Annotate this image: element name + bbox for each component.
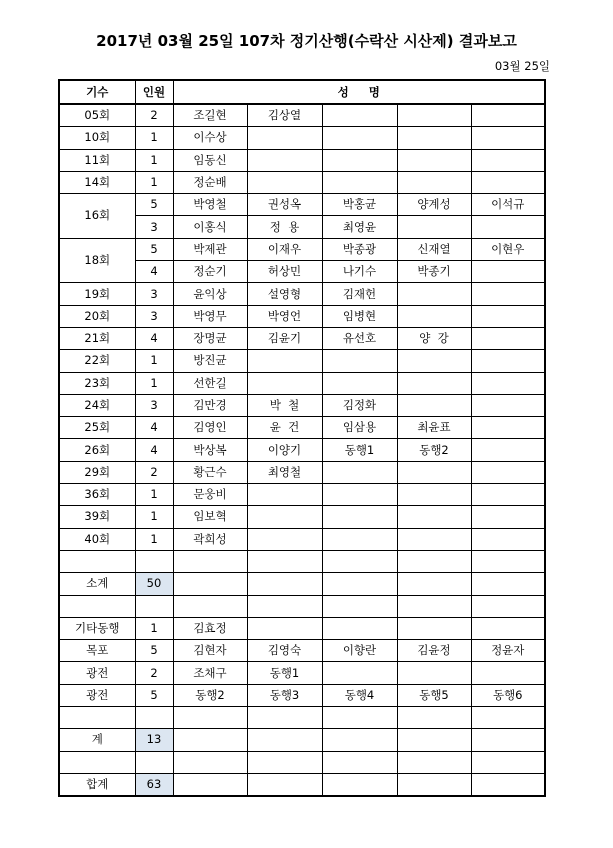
gisu-cell: 11회 bbox=[59, 149, 135, 171]
name-cell bbox=[397, 149, 471, 171]
name-cell bbox=[173, 751, 247, 773]
name-cell: 최영윤 bbox=[322, 216, 397, 238]
table-row bbox=[59, 640, 545, 662]
count-cell: 1 bbox=[135, 528, 173, 550]
name-cell bbox=[173, 729, 247, 751]
gisu-cell: 21회 bbox=[59, 327, 135, 349]
name-cell bbox=[173, 550, 247, 572]
name-cell: 장명균 bbox=[173, 327, 247, 349]
name-cell: 정 용 bbox=[247, 216, 322, 238]
name-cell: 동행1 bbox=[322, 439, 397, 461]
count-cell: 4 bbox=[135, 439, 173, 461]
name-cell: 이재우 bbox=[247, 238, 322, 260]
name-cell bbox=[471, 261, 545, 283]
count-cell bbox=[135, 595, 173, 617]
count-cell bbox=[135, 550, 173, 572]
name-cell bbox=[471, 595, 545, 617]
name-cell: 선한길 bbox=[173, 372, 247, 394]
table-row bbox=[59, 550, 545, 572]
name-cell bbox=[471, 327, 545, 349]
name-cell: 윤 건 bbox=[247, 417, 322, 439]
name-cell bbox=[322, 595, 397, 617]
name-cell bbox=[322, 573, 397, 595]
name-cell bbox=[322, 484, 397, 506]
name-cell: 김영인 bbox=[173, 417, 247, 439]
header-gisu: 기수 bbox=[59, 80, 135, 104]
table-row bbox=[59, 506, 545, 528]
name-cell bbox=[247, 617, 322, 639]
name-cell bbox=[471, 439, 545, 461]
name-cell bbox=[397, 171, 471, 193]
name-cell: 김정화 bbox=[322, 394, 397, 416]
name-cell bbox=[471, 506, 545, 528]
name-cell bbox=[471, 773, 545, 796]
name-cell: 양계성 bbox=[397, 194, 471, 216]
name-cell: 방진균 bbox=[173, 350, 247, 372]
name-cell bbox=[471, 573, 545, 595]
table-row bbox=[59, 417, 545, 439]
gisu-cell: 05회 bbox=[59, 104, 135, 127]
name-cell: 동행2 bbox=[173, 684, 247, 706]
name-cell bbox=[471, 394, 545, 416]
count-cell bbox=[135, 751, 173, 773]
name-cell: 동행6 bbox=[471, 684, 545, 706]
name-cell bbox=[397, 484, 471, 506]
count-cell: 3 bbox=[135, 283, 173, 305]
count-cell: 1 bbox=[135, 506, 173, 528]
name-cell bbox=[247, 506, 322, 528]
name-cell: 박 철 bbox=[247, 394, 322, 416]
table-row bbox=[59, 729, 545, 751]
header-names-label: 성 명 bbox=[337, 84, 380, 99]
name-cell bbox=[247, 773, 322, 796]
name-cell: 곽희성 bbox=[173, 528, 247, 550]
report-date: 03월 25일 bbox=[494, 59, 550, 73]
count-cell: 1 bbox=[135, 617, 173, 639]
name-cell bbox=[322, 350, 397, 372]
name-cell bbox=[247, 372, 322, 394]
name-cell bbox=[397, 729, 471, 751]
table-row bbox=[59, 372, 545, 394]
name-cell bbox=[322, 617, 397, 639]
count-cell: 4 bbox=[135, 261, 173, 283]
name-cell bbox=[322, 707, 397, 729]
name-cell bbox=[471, 350, 545, 372]
name-cell: 동행1 bbox=[247, 662, 322, 684]
name-cell bbox=[322, 773, 397, 796]
gisu-cell: 목포 bbox=[59, 640, 135, 662]
name-cell: 조길현 bbox=[173, 104, 247, 127]
count-cell: 4 bbox=[135, 417, 173, 439]
name-cell: 이양기 bbox=[247, 439, 322, 461]
count-cell: 2 bbox=[135, 461, 173, 483]
table-row bbox=[59, 773, 545, 796]
name-cell: 임보혁 bbox=[173, 506, 247, 528]
name-cell: 조채구 bbox=[173, 662, 247, 684]
name-cell: 이현우 bbox=[471, 238, 545, 260]
name-cell bbox=[247, 484, 322, 506]
name-cell bbox=[173, 773, 247, 796]
name-cell bbox=[322, 751, 397, 773]
header-count: 인원 bbox=[135, 80, 173, 104]
name-cell: 박종기 bbox=[397, 261, 471, 283]
name-cell bbox=[471, 729, 545, 751]
table-row bbox=[59, 305, 545, 327]
table-row bbox=[59, 662, 545, 684]
name-cell bbox=[471, 662, 545, 684]
name-cell: 김윤기 bbox=[247, 327, 322, 349]
name-cell bbox=[397, 595, 471, 617]
header-names bbox=[173, 80, 545, 104]
name-cell: 박홍균 bbox=[322, 194, 397, 216]
name-cell bbox=[173, 595, 247, 617]
table-row bbox=[59, 149, 545, 171]
count-cell: 3 bbox=[135, 305, 173, 327]
name-cell: 허상민 bbox=[247, 261, 322, 283]
name-cell bbox=[471, 149, 545, 171]
name-cell bbox=[471, 171, 545, 193]
name-cell bbox=[471, 707, 545, 729]
name-cell: 윤익상 bbox=[173, 283, 247, 305]
name-cell: 김재헌 bbox=[322, 283, 397, 305]
name-cell: 박종광 bbox=[322, 238, 397, 260]
gisu-cell: 계 bbox=[59, 729, 135, 751]
name-cell bbox=[173, 707, 247, 729]
count-cell: 1 bbox=[135, 350, 173, 372]
table-row bbox=[59, 595, 545, 617]
name-cell bbox=[322, 127, 397, 149]
name-cell: 김만경 bbox=[173, 394, 247, 416]
name-cell bbox=[322, 729, 397, 751]
name-cell: 정순기 bbox=[173, 261, 247, 283]
name-cell bbox=[471, 127, 545, 149]
table-row bbox=[59, 528, 545, 550]
name-cell: 이향란 bbox=[322, 640, 397, 662]
gisu-cell: 23회 bbox=[59, 372, 135, 394]
table-row bbox=[59, 439, 545, 461]
table-row bbox=[59, 171, 545, 193]
gisu-cell bbox=[59, 751, 135, 773]
name-cell bbox=[471, 104, 545, 127]
name-cell bbox=[471, 461, 545, 483]
name-cell bbox=[397, 707, 471, 729]
table-row bbox=[59, 104, 545, 127]
name-cell: 이홍식 bbox=[173, 216, 247, 238]
name-cell bbox=[247, 127, 322, 149]
name-cell bbox=[471, 283, 545, 305]
name-cell: 설영형 bbox=[247, 283, 322, 305]
name-cell: 이석규 bbox=[471, 194, 545, 216]
count-cell: 2 bbox=[135, 104, 173, 127]
name-cell: 동행5 bbox=[397, 684, 471, 706]
name-cell bbox=[322, 528, 397, 550]
name-cell bbox=[397, 528, 471, 550]
name-cell bbox=[247, 350, 322, 372]
name-cell: 김윤정 bbox=[397, 640, 471, 662]
table-row bbox=[59, 283, 545, 305]
attendance-table bbox=[58, 79, 546, 797]
count-cell: 5 bbox=[135, 194, 173, 216]
name-cell: 최영철 bbox=[247, 461, 322, 483]
gisu-cell: 24회 bbox=[59, 394, 135, 416]
name-cell bbox=[471, 617, 545, 639]
count-cell: 13 bbox=[135, 729, 173, 751]
report-title: 2017년 03월 25일 107차 정기산행(수락산 시산제) 결과보고 bbox=[96, 32, 517, 50]
gisu-cell: 29회 bbox=[59, 461, 135, 483]
name-cell: 이수상 bbox=[173, 127, 247, 149]
table-row bbox=[59, 327, 545, 349]
gisu-cell: 26회 bbox=[59, 439, 135, 461]
name-cell: 유선호 bbox=[322, 327, 397, 349]
gisu-cell bbox=[59, 707, 135, 729]
gisu-cell: 36회 bbox=[59, 484, 135, 506]
name-cell bbox=[397, 573, 471, 595]
name-cell bbox=[397, 350, 471, 372]
count-cell: 1 bbox=[135, 127, 173, 149]
name-cell: 권성옥 bbox=[247, 194, 322, 216]
name-cell: 임병현 bbox=[322, 305, 397, 327]
name-cell bbox=[322, 550, 397, 572]
name-cell bbox=[397, 751, 471, 773]
count-cell: 50 bbox=[135, 573, 173, 595]
name-cell bbox=[397, 506, 471, 528]
gisu-cell: 기타동행 bbox=[59, 617, 135, 639]
name-cell bbox=[471, 417, 545, 439]
count-cell: 63 bbox=[135, 773, 173, 796]
table-row bbox=[59, 194, 545, 216]
name-cell bbox=[247, 528, 322, 550]
table-row bbox=[59, 127, 545, 149]
count-cell: 1 bbox=[135, 149, 173, 171]
count-cell: 5 bbox=[135, 640, 173, 662]
count-cell: 3 bbox=[135, 216, 173, 238]
name-cell bbox=[247, 751, 322, 773]
name-cell bbox=[397, 216, 471, 238]
name-cell bbox=[471, 372, 545, 394]
name-cell bbox=[322, 149, 397, 171]
name-cell: 나기수 bbox=[322, 261, 397, 283]
name-cell bbox=[397, 773, 471, 796]
name-cell: 박영무 bbox=[173, 305, 247, 327]
count-cell bbox=[135, 707, 173, 729]
name-cell bbox=[397, 127, 471, 149]
count-cell: 5 bbox=[135, 238, 173, 260]
count-cell: 5 bbox=[135, 684, 173, 706]
name-cell bbox=[322, 104, 397, 127]
count-cell: 2 bbox=[135, 662, 173, 684]
name-cell bbox=[471, 305, 545, 327]
name-cell: 박영철 bbox=[173, 194, 247, 216]
name-cell bbox=[397, 372, 471, 394]
name-cell: 박영언 bbox=[247, 305, 322, 327]
name-cell: 박상복 bbox=[173, 439, 247, 461]
name-cell: 김효정 bbox=[173, 617, 247, 639]
name-cell: 황근수 bbox=[173, 461, 247, 483]
name-cell bbox=[247, 707, 322, 729]
name-cell: 정순배 bbox=[173, 171, 247, 193]
table-row bbox=[59, 684, 545, 706]
gisu-cell bbox=[59, 595, 135, 617]
name-cell bbox=[173, 573, 247, 595]
table-row bbox=[59, 707, 545, 729]
name-cell bbox=[471, 550, 545, 572]
name-cell bbox=[247, 550, 322, 572]
gisu-cell: 18회 bbox=[59, 238, 135, 283]
header-row bbox=[59, 80, 545, 104]
table-row bbox=[59, 617, 545, 639]
name-cell: 최윤표 bbox=[397, 417, 471, 439]
name-cell: 김상열 bbox=[247, 104, 322, 127]
name-cell: 문웅비 bbox=[173, 484, 247, 506]
name-cell: 임동신 bbox=[173, 149, 247, 171]
name-cell bbox=[397, 104, 471, 127]
name-cell: 동행4 bbox=[322, 684, 397, 706]
name-cell bbox=[397, 305, 471, 327]
name-cell bbox=[397, 394, 471, 416]
name-cell bbox=[397, 550, 471, 572]
gisu-cell: 25회 bbox=[59, 417, 135, 439]
gisu-cell: 10회 bbox=[59, 127, 135, 149]
name-cell bbox=[247, 573, 322, 595]
name-cell bbox=[247, 729, 322, 751]
gisu-cell: 14회 bbox=[59, 171, 135, 193]
name-cell bbox=[471, 484, 545, 506]
name-cell: 김현자 bbox=[173, 640, 247, 662]
count-cell: 4 bbox=[135, 327, 173, 349]
gisu-cell: 20회 bbox=[59, 305, 135, 327]
name-cell bbox=[397, 461, 471, 483]
name-cell bbox=[247, 149, 322, 171]
name-cell bbox=[397, 662, 471, 684]
name-cell: 정윤자 bbox=[471, 640, 545, 662]
name-cell: 신재열 bbox=[397, 238, 471, 260]
name-cell: 김영숙 bbox=[247, 640, 322, 662]
name-cell: 박제관 bbox=[173, 238, 247, 260]
name-cell: 동행3 bbox=[247, 684, 322, 706]
name-cell: 임삼용 bbox=[322, 417, 397, 439]
gisu-cell: 19회 bbox=[59, 283, 135, 305]
name-cell bbox=[247, 595, 322, 617]
table-row bbox=[59, 350, 545, 372]
name-cell bbox=[322, 461, 397, 483]
name-cell bbox=[397, 617, 471, 639]
gisu-cell: 합계 bbox=[59, 773, 135, 796]
name-cell bbox=[322, 662, 397, 684]
gisu-cell: 소계 bbox=[59, 573, 135, 595]
gisu-cell: 광전 bbox=[59, 684, 135, 706]
name-cell bbox=[322, 171, 397, 193]
table-row bbox=[59, 484, 545, 506]
gisu-cell bbox=[59, 550, 135, 572]
name-cell bbox=[471, 528, 545, 550]
name-cell bbox=[471, 751, 545, 773]
count-cell: 3 bbox=[135, 394, 173, 416]
count-cell: 1 bbox=[135, 484, 173, 506]
count-cell: 1 bbox=[135, 171, 173, 193]
gisu-cell: 16회 bbox=[59, 194, 135, 239]
name-cell bbox=[471, 216, 545, 238]
name-cell bbox=[397, 283, 471, 305]
name-cell bbox=[247, 171, 322, 193]
name-cell bbox=[322, 372, 397, 394]
table-row bbox=[59, 573, 545, 595]
name-cell: 양 강 bbox=[397, 327, 471, 349]
table-row bbox=[59, 751, 545, 773]
gisu-cell: 광전 bbox=[59, 662, 135, 684]
gisu-cell: 22회 bbox=[59, 350, 135, 372]
name-cell bbox=[322, 506, 397, 528]
table-row bbox=[59, 238, 545, 260]
table-row bbox=[59, 394, 545, 416]
gisu-cell: 39회 bbox=[59, 506, 135, 528]
count-cell: 1 bbox=[135, 372, 173, 394]
gisu-cell: 40회 bbox=[59, 528, 135, 550]
table-row bbox=[59, 461, 545, 483]
name-cell: 동행2 bbox=[397, 439, 471, 461]
